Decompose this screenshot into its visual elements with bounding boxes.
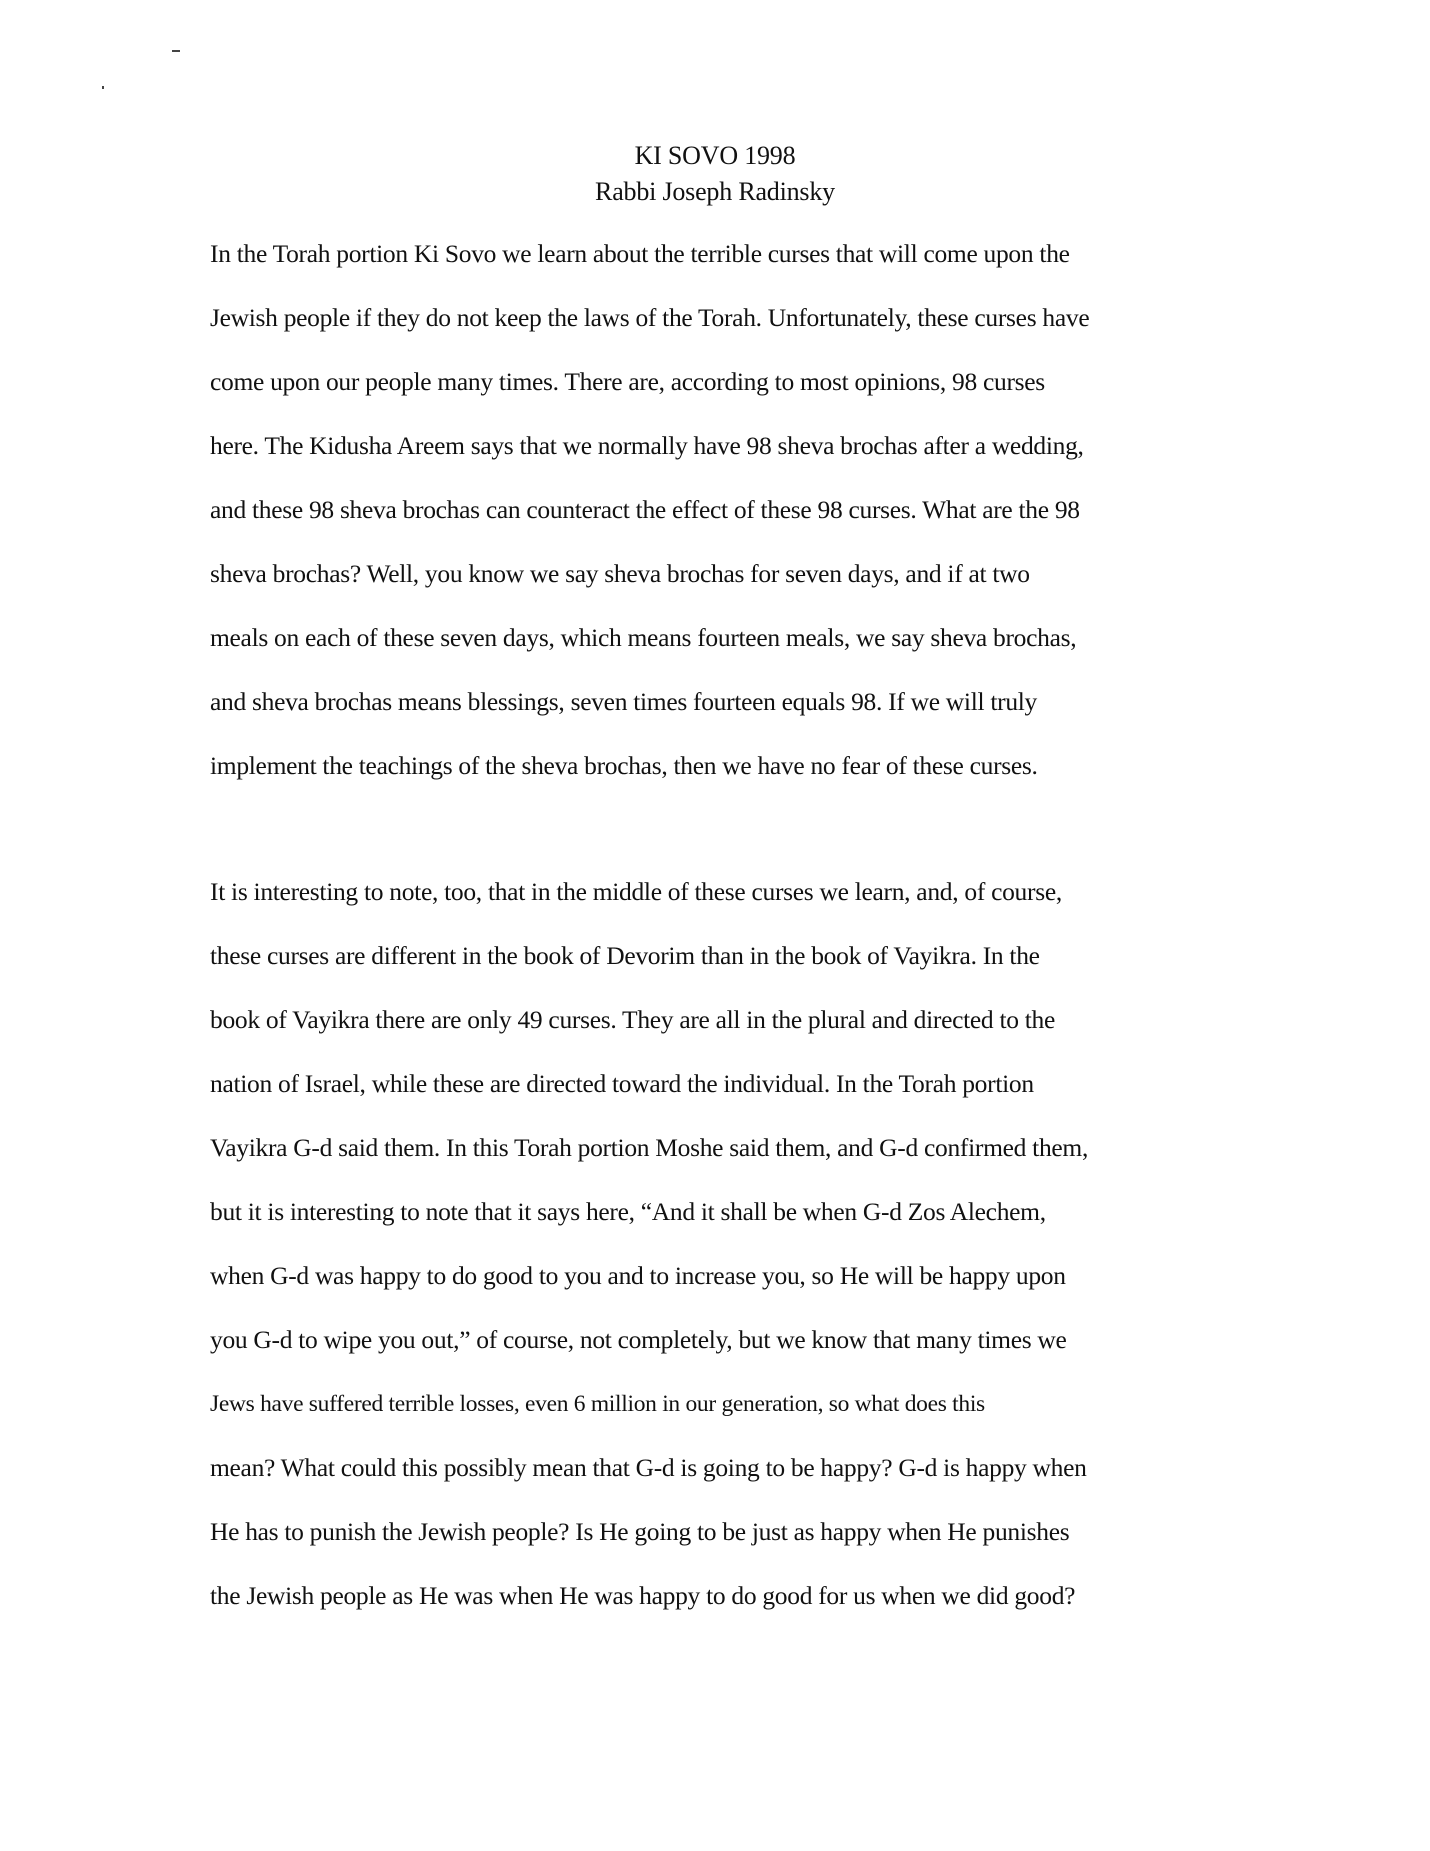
text-line: the Jewish people as He was when He was happy to do good for us when we did good?: [210, 1581, 1076, 1610]
text-line: book of Vayikra there are only 49 curses. They are all in the plural and directed to the: [210, 1005, 1056, 1034]
text-line: when G-d was happy to do good to you and to increase you, so He will be happy upon: [210, 1261, 1066, 1290]
document-title: KI SOVO 1998: [634, 141, 796, 170]
text-line: these curses are different in the book of Devorim than in the book of Vayikra. In the: [210, 941, 1040, 970]
document-body: [210, 238, 1220, 1644]
paragraph-1: [210, 238, 1220, 814]
document-author: Rabbi Joseph Radinsky: [595, 177, 835, 206]
text-line: implement the teachings of the sheva brochas, then we have no fear of these curses.: [210, 751, 1038, 780]
text-line: and sheva brochas means blessings, seven times fourteen equals 98. If we will truly: [210, 687, 1038, 716]
text-line: Jewish people if they do not keep the laws of the Torah. Unfortunately, these curses have: [210, 303, 1090, 332]
text-line: In the Torah portion Ki Sovo we learn about the terrible curses that will come upon the: [210, 239, 1070, 268]
text-line: He has to punish the Jewish people? Is He going to be just as happy when He punishes: [210, 1517, 1070, 1546]
text-line: sheva brochas? Well, you know we say sheva brochas for seven days, and if at two: [210, 559, 1030, 588]
paragraph-2: [210, 876, 1220, 1644]
text-line: but it is interesting to note that it says here, “And it shall be when G-d Zos Alechem,: [210, 1197, 1046, 1226]
text-line: come upon our people many times. There are, according to most opinions, 98 curses: [210, 367, 1045, 396]
text-line: and these 98 sheva brochas can counteract the effect of these 98 curses. What are the 98: [210, 495, 1080, 524]
document-header: [0, 138, 1430, 210]
text-line: nation of Israel, while these are directed toward the individual. In the Torah portion: [210, 1069, 1034, 1098]
text-line: mean? What could this possibly mean that G-d is going to be happy? G-d is happy when: [210, 1453, 1087, 1482]
scan-speck: [172, 50, 180, 52]
text-line: Vayikra G-d said them. In this Torah portion Moshe said them, and G-d confirmed them,: [210, 1133, 1089, 1162]
text-line: here. The Kidusha Areem says that we normally have 98 sheva brochas after a wedding,: [210, 431, 1084, 460]
text-line: meals on each of these seven days, which means fourteen meals, we say sheva brochas,: [210, 623, 1077, 652]
scan-speck: [102, 86, 104, 89]
text-line: It is interesting to note, too, that in the middle of these curses we learn, and, of course,: [210, 877, 1062, 906]
text-line: Jews have suffered terrible losses, even 6 million in our generation, so what does this: [210, 1391, 985, 1417]
paragraph-spacer: [210, 814, 1220, 876]
text-line: you G-d to wipe you out,” of course, not completely, but we know that many times we: [210, 1325, 1067, 1354]
